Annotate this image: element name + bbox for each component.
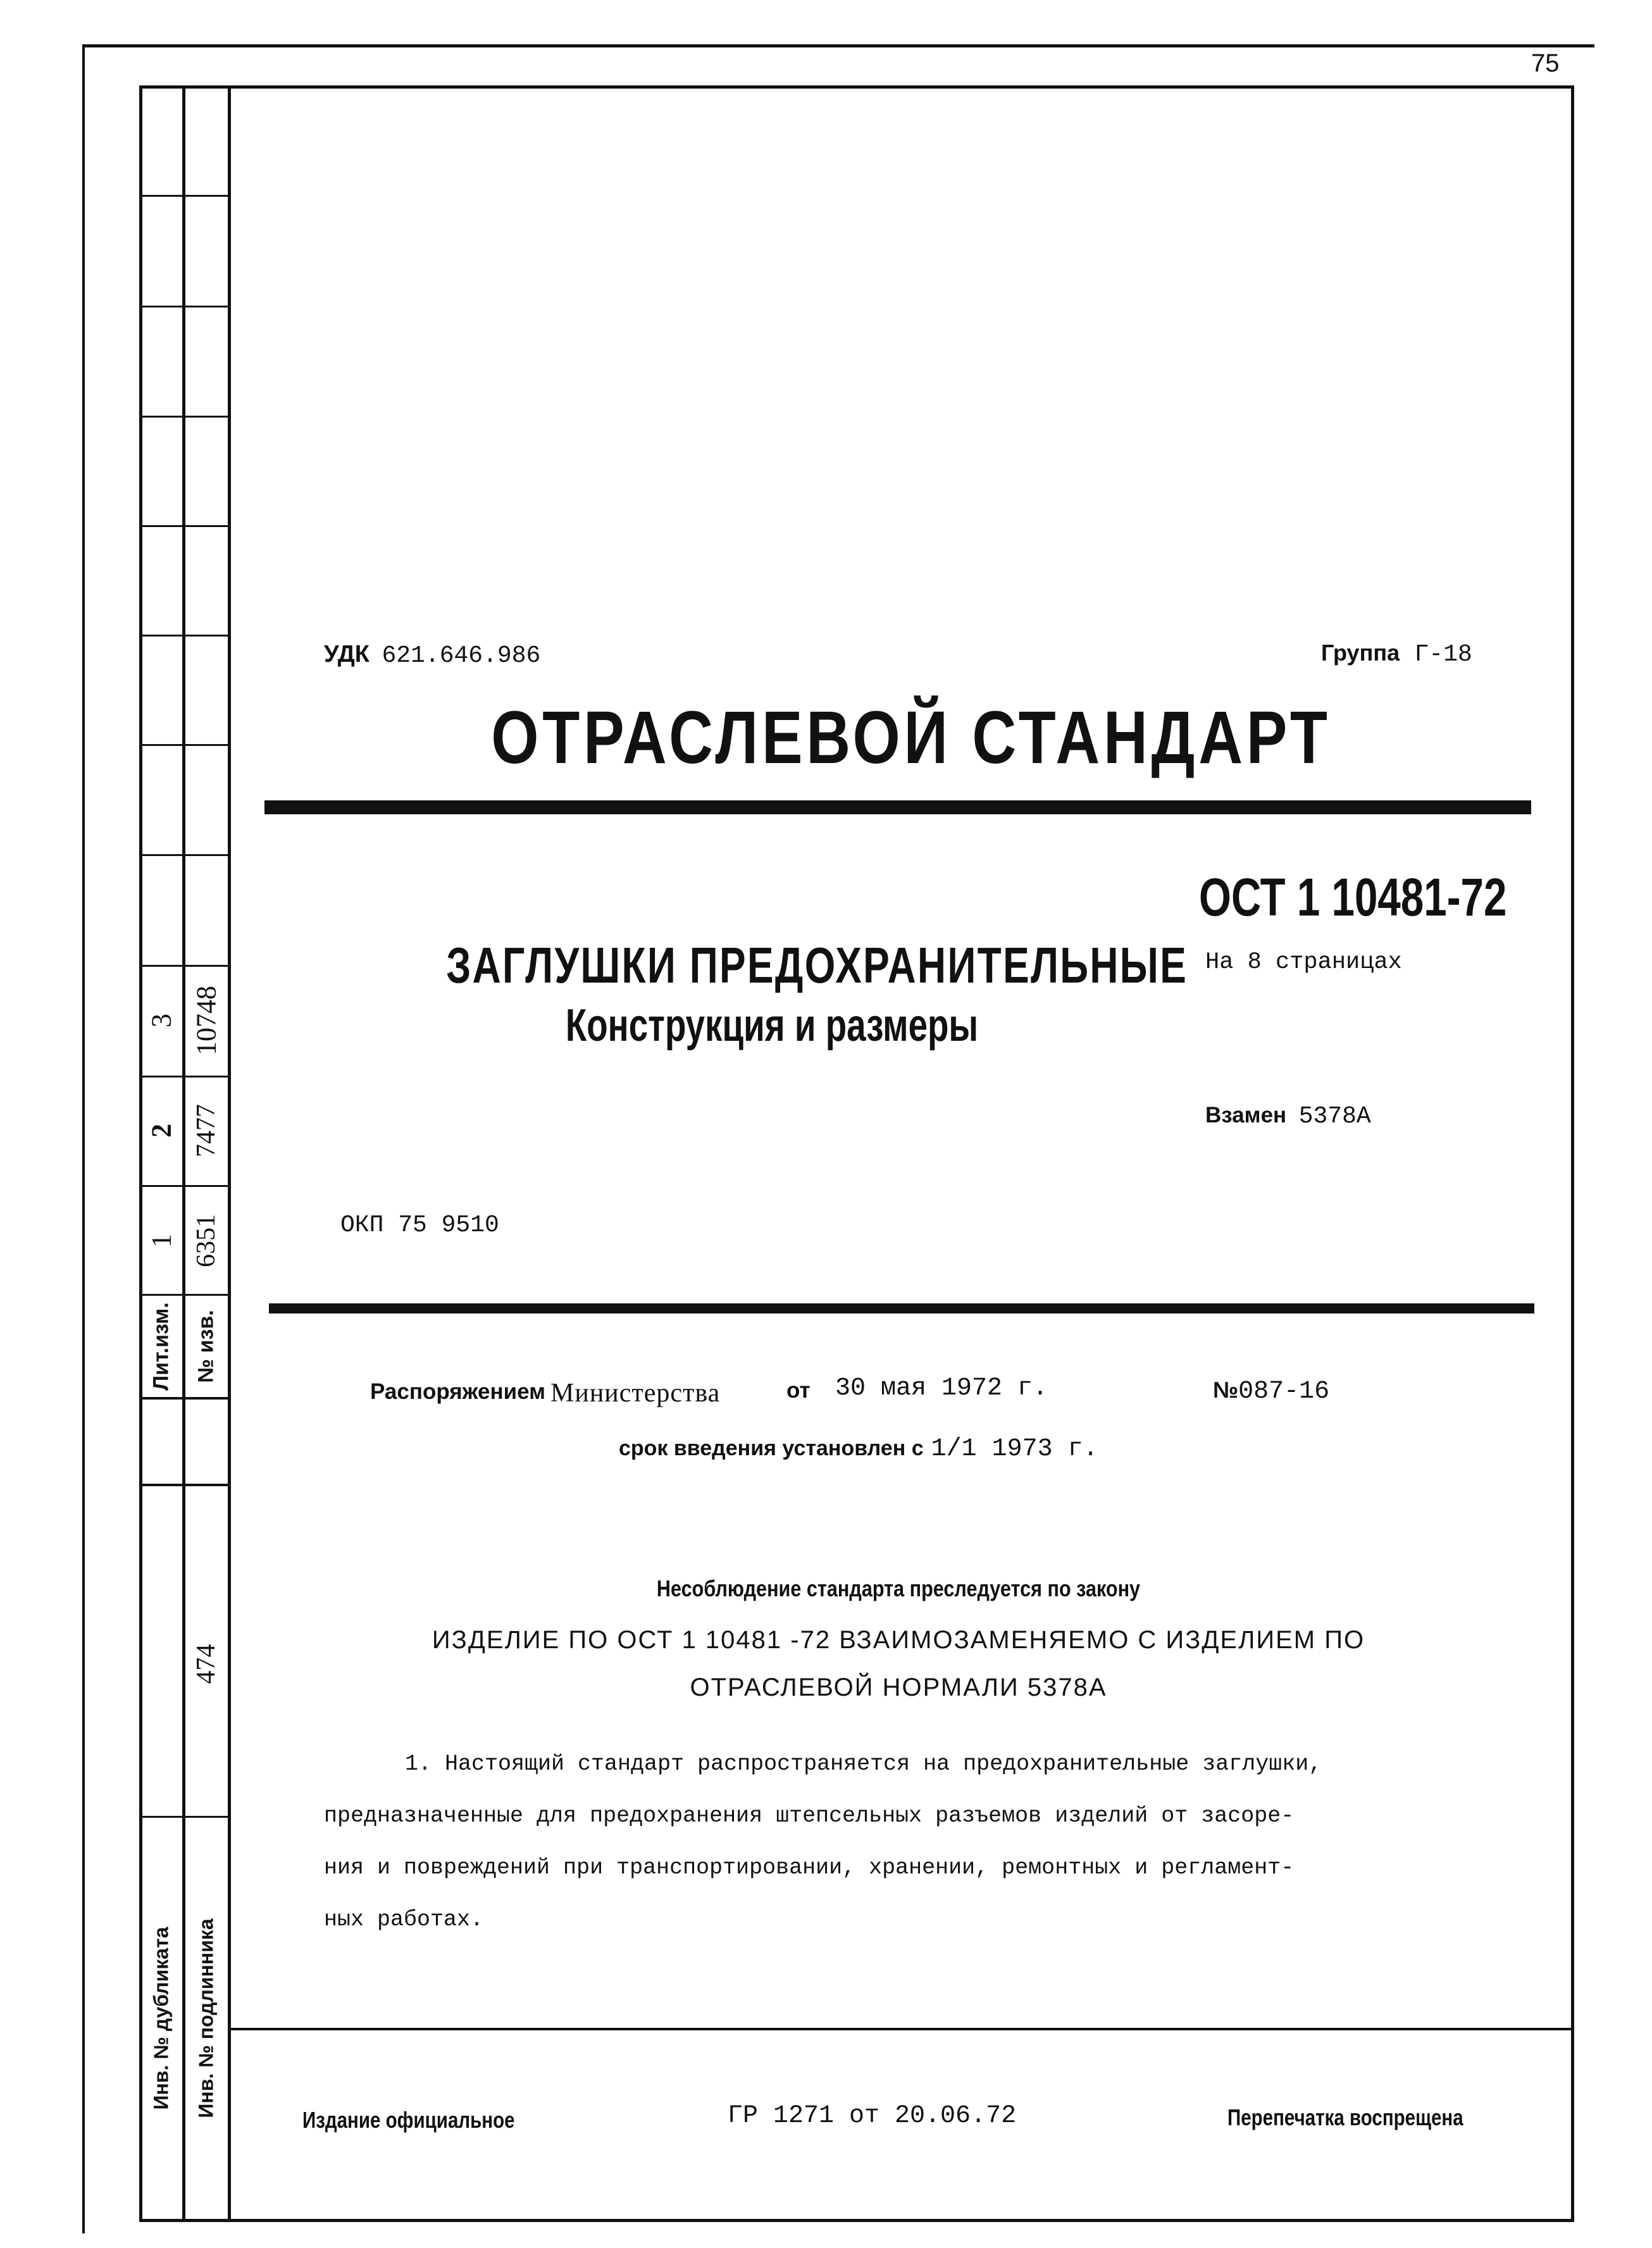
side-grid-line [139,965,231,967]
duplicate-inventory-label: Инв. № дубликата [149,1927,173,2110]
effective-date-line [619,1435,1098,1463]
order-number-label: № [1213,1377,1239,1403]
udk-value: 621.646.986 [382,642,541,669]
replaces-line [1205,1101,1371,1130]
udk-label: УДК [324,641,370,668]
product-subtitle: Конструкция и размеры [565,1000,979,1051]
paragraph-line-3: ния и повреждений при транспортировании, хранении, ремонтных и регламент- [324,1855,1295,1880]
footer-official-edition: Издание официальное [302,2107,515,2133]
footer-reprint-prohibited: Перепечатка воспрещена [1227,2104,1463,2130]
side-grid-line [139,525,231,527]
side-grid-line [139,1076,231,1077]
order-date: 30 мая 1972 г. [835,1374,1048,1403]
side-grid-line [139,1185,231,1187]
side-grid-line [139,854,231,856]
side-grid-line [139,416,231,418]
pages-count: На 8 страницах [1205,949,1402,976]
order-from-label: от [786,1378,810,1403]
udk-line [324,640,540,669]
change-no-3: 10748 [190,986,222,1055]
original-inventory-label: Инв. № подлинника [194,1918,218,2118]
side-col-3 [228,85,231,2221]
footer-gr-number: ГР 1271 от 20.06.72 [728,2102,1017,2130]
group-line [1321,639,1472,668]
change-lit-3: 3 [146,1014,177,1028]
change-no-1: 6351 [192,1214,221,1267]
interchange-line-2: ОТРАСЛЕВОЙ НОРМАЛИ 5378А [690,1674,1107,1701]
side-col-2 [182,85,185,2221]
original-inventory-value: 474 [192,1644,221,1684]
side-grid-line [139,195,231,197]
effective-label: срок введения установлен с [619,1436,924,1460]
doc-type-title: ОТРАСЛЕВОЙ СТАНДАРТ [491,696,1331,779]
change-lit-1: 1 [146,1234,177,1248]
replaces-value: 5378А [1298,1103,1371,1130]
okp-code: ОКП 75 9510 [340,1212,499,1239]
order-number [1213,1374,1329,1406]
order-number-value: 087-16 [1238,1377,1330,1406]
side-grid-line [139,1397,231,1400]
side-col-1 [139,85,142,2221]
lit-izm-label: Лит.изм. [149,1302,173,1391]
frame-left-outer [82,44,85,2233]
thick-rule-top [264,800,1531,814]
side-grid-line [139,635,231,637]
no-izv-label: № изв. [194,1310,218,1383]
order-label: Распоряжением [370,1379,546,1404]
side-grid-line [139,306,231,307]
law-notice: Несоблюдение стандарта преследуется по закону [656,1575,1141,1601]
group-label: Группа [1321,640,1400,666]
replaces-label: Взамен [1205,1103,1287,1127]
standard-code: ОСТ 1 10481-72 [1199,867,1507,927]
product-title: ЗАГЛУШКИ ПРЕДОХРАНИТЕЛЬНЫЕ [446,937,1188,993]
group-value: Г-18 [1414,641,1472,668]
effective-value: 1/1 1973 г. [931,1435,1098,1463]
side-grid-line [139,1484,231,1486]
change-lit-2: 2 [146,1124,177,1138]
page-number: 75 [1531,49,1560,77]
side-grid-line [139,1816,231,1818]
top-rule [82,44,1594,47]
paragraph-line-1: 1. Настоящий стандарт распространяется на предохранительные заглушки, [405,1751,1322,1777]
frame-bottom [139,2219,1574,2222]
paragraph-line-4: ных работах. [324,1907,484,1932]
frame-right [1571,85,1574,2221]
paragraph-line-2: предназначенные для предохранения штепсельных разъемов изделий от засоре- [324,1803,1295,1829]
change-no-2: 7477 [192,1104,221,1157]
side-grid-line [139,1294,231,1296]
frame-top [139,85,1574,89]
thick-rule-bottom [269,1303,1534,1313]
ministry-text: Министерства [550,1379,721,1408]
interchange-line-1: ИЗДЕЛИЕ ПО ОСТ 1 10481 -72 ВЗАИМОЗАМЕНЯЕМО С ИЗДЕЛИЕМ ПО [432,1626,1365,1654]
side-grid-line [139,744,231,746]
footer-top-rule [228,2028,1574,2030]
